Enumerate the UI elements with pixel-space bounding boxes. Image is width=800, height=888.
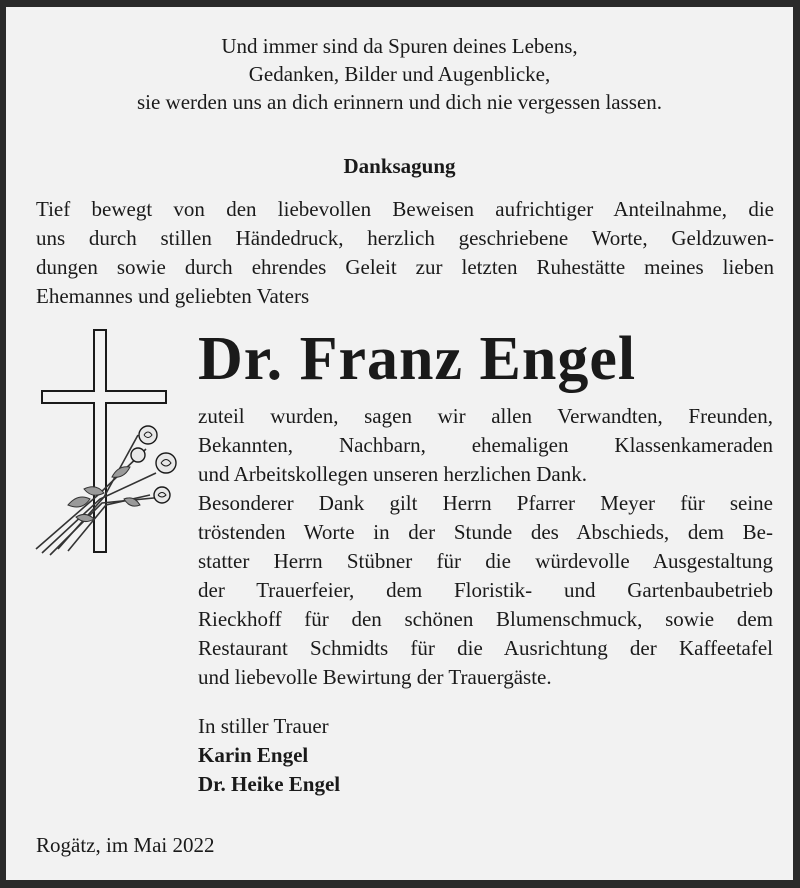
thanks-line: Restaurant Schmidts für die Ausrichtung der Kaffeetafel	[198, 636, 773, 660]
thanks-line: zuteil wurden, sagen wir allen Verwandten, Freunden,	[198, 404, 773, 428]
intro-line: Ehemannes und geliebten Vaters	[36, 284, 310, 308]
mourning-phrase: In stiller Trauer	[198, 714, 329, 738]
memorial-verse	[6, 32, 793, 116]
thanks-line: tröstenden Worte in der Stunde des Abschieds, dem Be-	[198, 520, 773, 544]
thanks-line: Bekannten, Nachbarn, ehemaligen Klassenkameraden	[198, 433, 773, 457]
intro-line: Tief bewegt von den liebevollen Beweisen aufrichtiger Anteilnahme, die	[36, 197, 774, 221]
thanks-line: der Trauerfeier, dem Floristik- und Gartenbaubetrieb	[198, 578, 773, 602]
verse-line-1: Und immer sind da Spuren deines Lebens,	[221, 34, 578, 58]
signoff-block	[198, 712, 340, 799]
thanks-line: Rieckhoff für den schönen Blumenschmuck, sowie dem	[198, 607, 773, 631]
obituary-notice	[6, 7, 793, 880]
mourner-name: Dr. Heike Engel	[198, 772, 341, 796]
intro-line: uns durch stillen Händedruck, herzlich geschriebene Worte, Geldzuwen-	[36, 226, 774, 250]
verse-line-2: Gedanken, Bilder und Augenblicke,	[248, 62, 551, 86]
place-date: Rogätz, im Mai 2022	[36, 833, 215, 857]
cross-with-roses-icon	[28, 327, 188, 567]
mourner-name: Karin Engel	[198, 743, 309, 767]
deceased-name: Dr. Franz Engel	[198, 325, 637, 393]
thanks-line: statter Herrn Stübner für die würdevolle Ausgestaltung	[198, 549, 773, 573]
notice-heading: Danksagung	[343, 154, 456, 178]
verse-line-3: sie werden uns an dich erinnern und dich nie vergessen lassen.	[136, 90, 663, 114]
thanks-paragraph	[198, 402, 773, 692]
intro-line: dungen sowie durch ehrendes Geleit zur letzten Ruhestätte meines lieben	[36, 255, 774, 279]
thanks-line: und liebevolle Bewirtung der Trauergäste.	[198, 665, 552, 689]
thanks-line: und Arbeitskollegen unseren herzlichen Dank.	[198, 462, 587, 486]
intro-paragraph	[36, 195, 774, 311]
thanks-line: Besonderer Dank gilt Herrn Pfarrer Meyer für seine	[198, 491, 773, 515]
